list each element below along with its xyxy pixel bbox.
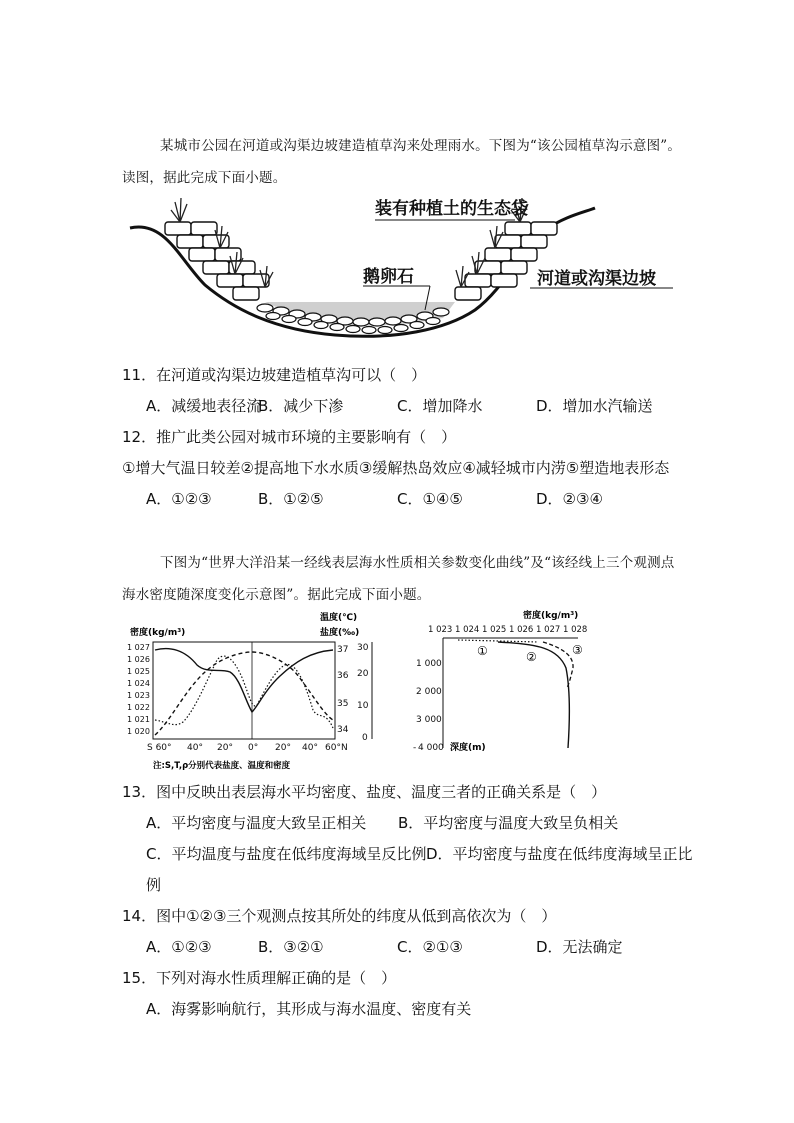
curve-point-1 [458,640,538,642]
q13-option-b[interactable]: B．平均密度与温度大致呈负相关 [398,814,619,832]
right-density-ticks [428,625,587,635]
point-label-2: ② [526,650,537,664]
label-ecological-bags: 装有种植土的生态袋 [375,199,528,219]
density-tick: 1 022 [127,703,150,712]
q14-option-d[interactable]: D．无法确定 [536,938,623,956]
salinity-tick: 36 [337,671,349,681]
right-density-tick: 1 023 [428,625,453,635]
q11-option-c[interactable]: C．增加降水 [397,397,483,415]
left-chart-note: 注:S,T,ρ分别代表盐度、温度和密度 [153,761,291,771]
salinity-ticks [337,645,349,735]
left-label-salinity: 盐度(‰) [320,628,360,638]
salinity-tick: 35 [337,699,349,709]
latitude-ticks [147,743,348,753]
depth-tick: 2 000 [416,687,442,697]
q12-option-d[interactable]: D．②③④ [536,490,603,508]
grass-ditch-diagram [125,190,680,345]
q12-option-a[interactable]: A．①②③ [146,490,212,508]
lat-tick: S 60° [147,743,172,753]
lat-tick: 20° [217,743,233,753]
label-pebbles: 鹅卵石 [363,267,414,287]
right-label-density: 密度(kg/m³) [523,611,579,621]
depth-tick-bottom: - [413,743,417,753]
q11-option-d[interactable]: D．增加水汽输送 [536,397,653,415]
left-label-temp: 温度(℃) [320,613,358,623]
q11-option-a[interactable]: A．减缓地表径流 [146,397,262,415]
q12-stem: 12．推广此类公园对城市环境的主要影响有（ ） [122,428,457,446]
right-density-tick: 1 028 [563,625,588,635]
ocean-properties-chart [125,610,385,775]
salinity-tick: 37 [337,645,349,655]
lat-tick: 60°N [325,743,348,753]
density-curve [155,649,333,712]
intro-2-line-2: 海水密度随深度变化示意图”。据此完成下面小题。 [122,587,431,603]
right-density-tick: 1 026 [509,625,534,635]
temp-tick: 10 [357,701,369,711]
right-density-tick: 1 027 [536,625,561,635]
q14-stem: 14．图中①②③三个观测点按其所处的纬度从低到高依次为（ ） [122,907,557,925]
density-tick: 1 026 [127,655,150,664]
label-slope: 河道或沟渠边坡 [537,269,656,289]
depth-tick: 4 000 [418,743,444,753]
salinity-tick: 34 [337,725,349,735]
q13-stem: 13．图中反映出表层海水平均密度、盐度、温度三者的正确关系是（ ） [122,783,607,801]
density-tick: 1 020 [127,727,150,736]
lat-tick: 0° [248,743,259,753]
temp-tick: 0 [362,733,368,743]
lat-tick: 40° [187,743,203,753]
density-tick: 1 021 [127,715,150,724]
lat-tick: 40° [302,743,318,753]
q14-option-b[interactable]: B．③②① [258,938,324,956]
density-tick: 1 025 [127,667,150,676]
q13-option-d-wrap: 例 [146,876,162,894]
q15-stem: 15．下列对海水性质理解正确的是（ ） [122,969,397,987]
q14-option-a[interactable]: A．①②③ [146,938,212,956]
right-density-tick: 1 025 [482,625,507,635]
depth-tick: 1 000 [416,659,442,669]
left-label-density: 密度(kg/m³) [130,628,186,638]
point-label-1: ① [477,644,488,658]
q12-option-c[interactable]: C．①④⑤ [397,490,463,508]
q13-option-c[interactable]: C．平均温度与盐度在低纬度海域呈反比例 [146,845,427,863]
q11-stem: 11．在河道或沟渠边坡建造植草沟可以（ ） [122,366,427,384]
intro-2-line-1: 下图为“世界大洋沿某一经线表层海水性质相关参数变化曲线”及“该经线上三个观测点 [160,555,675,571]
q15-option-a[interactable]: A．海雾影响航行，其形成与海水温度、密度有关 [146,1000,472,1018]
q13-option-a[interactable]: A．平均密度与温度大致呈正相关 [146,814,367,832]
point-label-3: ③ [572,643,583,657]
intro-1-line-1: 某城市公园在河道或沟渠边坡建造植草沟来处理雨水。下图为“该公园植草沟示意图”。 [160,138,682,154]
density-tick: 1 023 [127,691,150,700]
q14-option-c[interactable]: C．②①③ [397,938,463,956]
intro-1-line-2: 读图，据此完成下面小题。 [122,170,287,186]
q12-items: ①增大气温日较差②提高地下水水质③缓解热岛效应④减轻城市内涝⑤塑造地表形态 [122,459,670,477]
depth-label: 深度(m) [450,743,486,753]
left-bag-stack [165,222,269,300]
density-depth-chart [408,608,588,758]
salinity-curve [155,656,333,728]
temp-tick: 30 [357,643,369,653]
q13-option-d[interactable]: D．平均密度与盐度在低纬度海域呈正比 [426,845,693,863]
q12-option-b[interactable]: B．①②⑤ [258,490,324,508]
q11-option-b[interactable]: B．减少下渗 [258,397,344,415]
depth-tick: 3 000 [416,715,442,725]
lat-tick: 20° [275,743,291,753]
right-density-tick: 1 024 [455,625,480,635]
temp-ticks [357,643,369,743]
temp-tick: 20 [357,669,369,679]
density-tick: 1 027 [127,643,150,652]
depth-ticks [413,659,444,753]
density-tick: 1 024 [127,679,150,688]
density-ticks [127,643,150,736]
